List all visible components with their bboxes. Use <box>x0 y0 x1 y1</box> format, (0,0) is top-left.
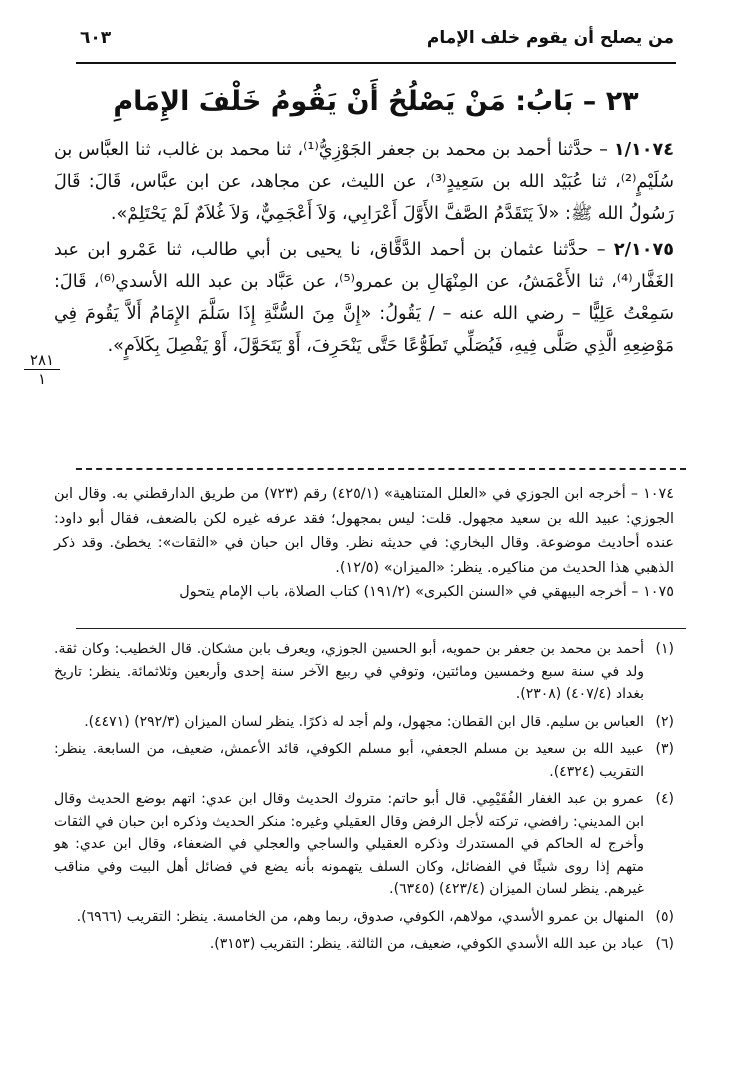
footnote <box>54 933 674 956</box>
page-number: ٦٠٣ <box>80 28 112 48</box>
manuscript-page-marker <box>24 352 60 387</box>
takhrij-note: ١٠٧٥ – أخرجه البيهقي في «السنن الكبرى» (١٩١/٢) كتاب الصلاة، باب الإمام يتحول <box>179 584 674 600</box>
footnotes <box>54 638 674 961</box>
footnote-number: (٢) <box>655 713 674 730</box>
hadith-number: ١/١٠٧٤ <box>613 140 675 160</box>
takhrij-notes <box>54 482 674 605</box>
footnote-separator <box>76 628 686 629</box>
footnote-number: (٤) <box>655 791 674 807</box>
takhrij-separator <box>76 468 686 470</box>
footnote <box>54 638 674 706</box>
hadith-paragraph <box>54 234 674 362</box>
main-text <box>54 134 674 366</box>
footnote-text: عبيد الله بن سعيد بن مسلم الجعفي، أبو مسلم الكوفي، قائد الأعمش، ضعيف، من السابعة. ينظر: التقريب (٤٣٢٤). <box>54 741 644 780</box>
footnote <box>54 906 674 929</box>
footnote-text: عباد بن عبد الله الأسدي الكوفي، ضعيف، من الثالثة. ينظر: التقريب (٣١٥٣). <box>209 936 644 952</box>
hadith-text: – حدَّثنا أحمد بن محمد بن جعفر الجَوْزِيُّ⁽¹⁾، ثنا محمد بن غالب، ثنا العبَّاس بن سُلَيْمٍ⁽²⁾، ثنا عُبَيْد الله بن سَعِيدٍ⁽³⁾، عن الليث، عن مجاهد، عن ابن عبَّاس، قَالَ: قَالَ رَسُولُ الله ﷺ: «لاَ يَتَقَدَّمُ الصَّفَّ الأَوَّلَ أَعْرَابِي، وَلاَ أَعْجَمِيٌّ، وَلاَ غُلاَمٌ لَمْ يَحْتَلِمْ». <box>54 140 674 224</box>
header-rule <box>76 62 676 64</box>
hadith-paragraph <box>54 134 674 230</box>
footnote-text: عمرو بن عبد الغفار الفُقَيْمِي. قال أبو حاتم: متروك الحديث وقال ابن عدي: اتهم بوضع الحديث وقال ابن المديني: رافضي، تركته لأجل الرفض وقال العقيلي وغيره: منكر الحديث وذكره ابن حبان في الثقات وأخرج له الحاكم في المستدرك وذكره العقيلي والساجي والعجلي في الضعفاء، وقال ابن عدي: هو متهم إذا روى شيئًا في الفضائل، وكان السلف يتهمونه بأنه يضع في فضائل أهل البيت وفي مناقب غيرهم. ينظر لسان الميزان (٤٢٣/٤) (٦٣٤٥). <box>54 791 644 897</box>
footnote <box>54 738 674 783</box>
footnote-number: (١) <box>655 641 674 657</box>
manuscript-side: ١ <box>37 370 47 388</box>
running-title: من يصلح أن يقوم خلف الإمام <box>426 28 674 48</box>
footnote <box>54 711 674 734</box>
hadith-text: – حدَّثنا عثمان بن أحمد الدَّقَّاق، نا يحيى بن أبي طالب، ثنا عَمْرو ابن عبد الغَفَّار⁽⁴⁾، ثنا الأَعْمَشُ، عن المِنْهَالِ بن عمرو⁽⁵⁾، عن عَبَّاد بن عبد الله الأسدي⁽⁶⁾، قَالَ: سَمِعْتُ عَلِيًّا – رضي الله عنه – / يَقُولُ: «إِنَّ مِنَ السُّنَّةِ إِذَا سَلَّمَ الإِمَامُ أَلاَّ يَقُومَ فِي مَوْضِعِهِ الَّذِي صَلَّى فِيهِ، فَيُصَلِّي تَطَوُّعًا حَتَّى يَنْحَرِفَ، أَوْ يَتَحَوَّلَ، أَوْ يَفْصِلَ بِكَلاَمٍ». <box>54 240 675 356</box>
footnote-text: المنهال بن عمرو الأسدي، مولاهم، الكوفي، صدوق، ربما وهم، من الخامسة. ينظر: التقريب (٦٩٦٦). <box>76 908 644 925</box>
footnote-number: (٥) <box>655 908 674 925</box>
takhrij-note: ١٠٧٤ – أخرجه ابن الجوزي في «العلل المتناهية» (٤٢٥/١) رقم (٧٢٣) من طريق الدارقطني به. وقال ابن الجوزي: عبيد الله بن سعيد مجهول. قلت: ليس بمجهول؛ فقد عرفه غيره لكن بالضعف، فقال أبو داود: عنده أحاديث موضوعة. وقال البخاري: في حديثه نظر. وقال ابن حبان في «الثقات»: يخطئ. وقد ذكر الذهبي هذا الحديث من مناكيره. ينظر: «الميزان» (١٢/٥). <box>54 486 674 576</box>
footnote-number: (٣) <box>655 741 674 757</box>
chapter-title: ٢٣ – بَابُ: مَنْ يَصْلُحُ أَنْ يَقُومُ خَلْفَ الإِمَامِ <box>113 86 639 117</box>
footnote <box>54 788 674 901</box>
footnote-text: أحمد بن محمد بن جعفر بن حمويه، أبو الحسين الجوزي، ويعرف بابن مشكان. قال الخطيب: وكان ثقة. ولد في سنة سبع وخمسين ومائتين، وتوفي في ربيع الآخر سنة إحدى وأربعين وثلاثمائة. ينظر: تاريخ بغداد (٤٠٧/٤) (٢٣٠٨). <box>54 641 644 702</box>
footnote-text: العباس بن سليم. قال ابن القطان: مجهول، ولم أجد له ذكرًا. ينظر لسان الميزان (٢٩٢/٣) (٤٤٧١). <box>84 713 644 730</box>
footnote-number: (٦) <box>655 936 674 952</box>
hadith-number: ٢/١٠٧٥ <box>613 240 674 260</box>
manuscript-folio: ٢٨١ <box>24 352 60 370</box>
